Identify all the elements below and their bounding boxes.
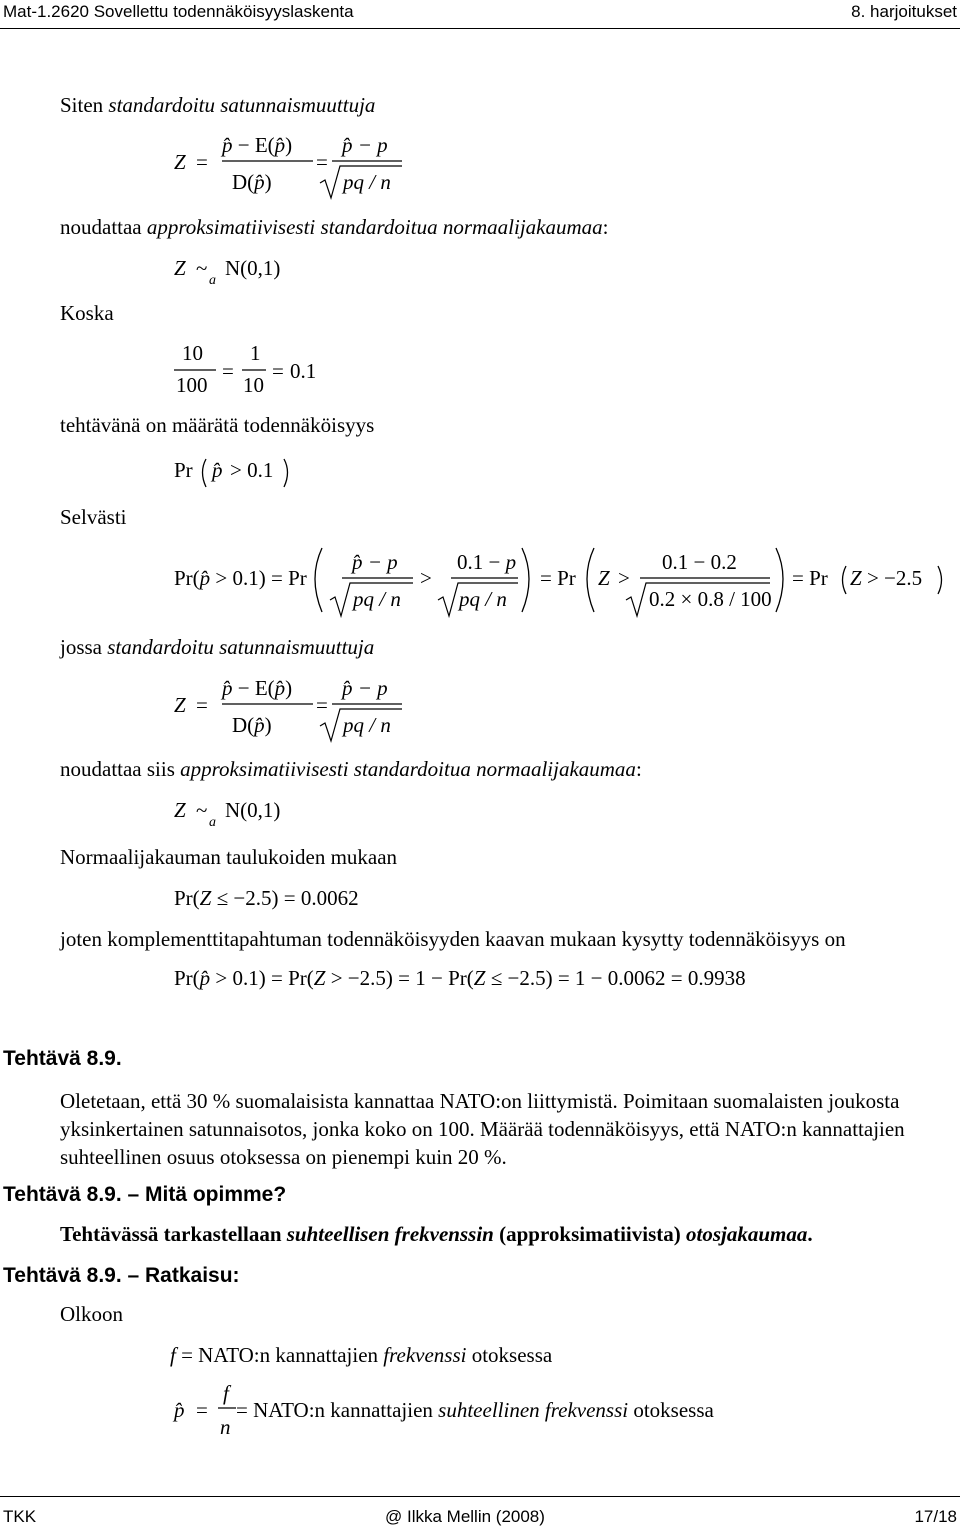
svg-text:p̂: p̂	[174, 1398, 185, 1422]
noudattaa-line-2: noudattaa siis approksimatiivisesti standardoitua normaalijakaumaa:	[60, 757, 642, 781]
f-definition-line: f = NATO:n kannattajien frekvenssi otoksessa	[170, 1343, 553, 1367]
svg-text:Z: Z	[598, 566, 610, 590]
task-description: Oletetaan, että 30 % suomalaisista kannattaa NATO:on liittymistä. Poimitaan suomalaisten joukosta yksinkertainen satunnaisotos, jonka koko on 100. Määrää todennäköisyys, että NATO:n kannattajien suhteellinen osuus otoksessa on pienempi kuin 20 %.	[60, 1089, 905, 1169]
svg-text:pq / n: pq / n	[459, 587, 507, 611]
phat-definition-line: = NATO:n kannattajien suhteellinen frekvenssi otoksessa	[236, 1398, 714, 1422]
probability-chain-formula	[170, 540, 950, 626]
svg-text:Z: Z	[174, 256, 186, 280]
svg-text:a: a	[209, 273, 216, 288]
svg-text:10: 10	[182, 341, 203, 365]
learn-line: Tehtävässä tarkastellaan suhteellisen frekvenssin (approksimatiivista) otosjakaumaa.	[60, 1222, 813, 1246]
svg-text:p̂ − p: p̂ − p	[342, 133, 388, 157]
svg-text:Z > −2.5: Z > −2.5	[850, 566, 923, 590]
footer-rule	[0, 1496, 960, 1497]
footer-page-number: 17/18	[914, 1507, 957, 1526]
svg-text:1: 1	[250, 341, 261, 365]
task-heading: Tehtävä 8.9.	[3, 1047, 122, 1070]
table-value-formula	[170, 880, 390, 918]
svg-text:Pr: Pr	[174, 458, 193, 482]
svg-text:Z: Z	[174, 798, 186, 822]
svg-text:f: f	[223, 1381, 229, 1405]
learn-heading: Tehtävä 8.9. – Mitä opimme?	[3, 1183, 287, 1206]
session-title: 8. harjoitukset	[851, 2, 957, 21]
svg-text:Pr(p̂ > 0.1) = Pr(Z > −2.5) =: Pr(p̂ > 0.1) = Pr(Z > −2.5) = 1 − Pr(Z ≤ −2.5) = 1 − 0.0062 = 0.9938	[174, 966, 746, 990]
svg-text:0.1 − p: 0.1 − p	[457, 550, 517, 574]
svg-text:Z: Z	[174, 150, 186, 174]
svg-text:pq / n: pq / n	[343, 713, 391, 737]
svg-text:D(p̂): D(p̂)	[232, 170, 272, 194]
ratio-formula	[170, 338, 330, 404]
result-formula	[170, 960, 830, 998]
svg-text:a: a	[209, 815, 216, 830]
z-distribution-formula-1	[170, 250, 310, 290]
svg-text:n: n	[220, 1415, 231, 1439]
siten-line: Siten standardoitu satunnaismuuttuja	[60, 93, 376, 117]
taulukot-line: Normaalijakauman taulukoiden mukaan	[60, 845, 398, 869]
svg-text:D(p̂): D(p̂)	[232, 713, 272, 737]
svg-text:N(0,1): N(0,1)	[225, 798, 281, 822]
olkoon-line: Olkoon	[60, 1302, 123, 1326]
z-definition-formula-2	[170, 668, 430, 748]
z-distribution-formula-2	[170, 792, 310, 832]
z-definition-formula	[170, 125, 430, 205]
selvasti-line: Selvästi	[60, 505, 127, 529]
footer-org: TKK	[3, 1507, 37, 1526]
tehtavana-line: tehtävänä on määrätä todennäköisyys	[60, 413, 375, 437]
svg-text:>: >	[420, 566, 432, 590]
footer-author: @ Ilkka Mellin (2008)	[385, 1507, 545, 1526]
svg-text:= Pr: = Pr	[792, 566, 828, 590]
svg-text:=: =	[222, 359, 234, 383]
svg-text:pq / n: pq / n	[343, 170, 391, 194]
page-header	[0, 0, 960, 30]
svg-text:=: =	[196, 693, 208, 717]
svg-text:Pr(p̂ > 0.1) = Pr: Pr(p̂ > 0.1) = Pr	[174, 566, 307, 590]
svg-text:~: ~	[196, 798, 208, 822]
svg-text:100: 100	[176, 373, 208, 397]
svg-text:> 0.1: > 0.1	[230, 458, 274, 482]
svg-text:= Pr: = Pr	[540, 566, 576, 590]
jossa-line: jossa standardoitu satunnaismuuttuja	[60, 635, 375, 659]
svg-text:p̂ − p: p̂ − p	[352, 550, 398, 574]
joten-line: joten komplementtitapahtuman todennäköisyyden kaavan mukaan kysytty todennäköisyys on	[60, 927, 846, 951]
svg-text:=: =	[196, 150, 208, 174]
noudattaa-line-1: noudattaa approksimatiivisesti standardoitua normaalijakaumaa:	[60, 215, 609, 239]
svg-text:p̂ − p: p̂ − p	[342, 676, 388, 700]
svg-text:=: =	[316, 693, 328, 717]
svg-text:0.1 − 0.2: 0.1 − 0.2	[662, 550, 737, 574]
svg-text:0.2 × 0.8 / 100: 0.2 × 0.8 / 100	[649, 587, 772, 611]
svg-text:=: =	[272, 359, 284, 383]
svg-text:Z: Z	[174, 693, 186, 717]
svg-text:>: >	[618, 566, 630, 590]
solution-heading: Tehtävä 8.9. – Ratkaisu:	[3, 1264, 240, 1287]
svg-text:pq / n: pq / n	[353, 587, 401, 611]
svg-text:0.1: 0.1	[290, 359, 317, 383]
page-footer	[0, 1496, 960, 1528]
svg-text:10: 10	[243, 373, 264, 397]
svg-text:Pr(Z ≤ −2.5) = 0.0062: Pr(Z ≤ −2.5) = 0.0062	[174, 886, 359, 910]
target-probability-formula	[170, 447, 310, 495]
header-rule	[0, 28, 960, 29]
svg-text:~: ~	[196, 256, 208, 280]
svg-text:p̂ − E(p̂): p̂ − E(p̂)	[222, 133, 293, 157]
svg-text:N(0,1): N(0,1)	[225, 256, 281, 280]
course-title: Mat-1.2620 Sovellettu todennäköisyyslaskenta	[3, 2, 354, 21]
svg-text:=: =	[316, 150, 328, 174]
koska-line: Koska	[60, 301, 114, 325]
svg-text:p̂ − E(p̂): p̂ − E(p̂)	[222, 676, 293, 700]
svg-text:=: =	[196, 1398, 208, 1422]
svg-text:p̂: p̂	[212, 458, 223, 482]
